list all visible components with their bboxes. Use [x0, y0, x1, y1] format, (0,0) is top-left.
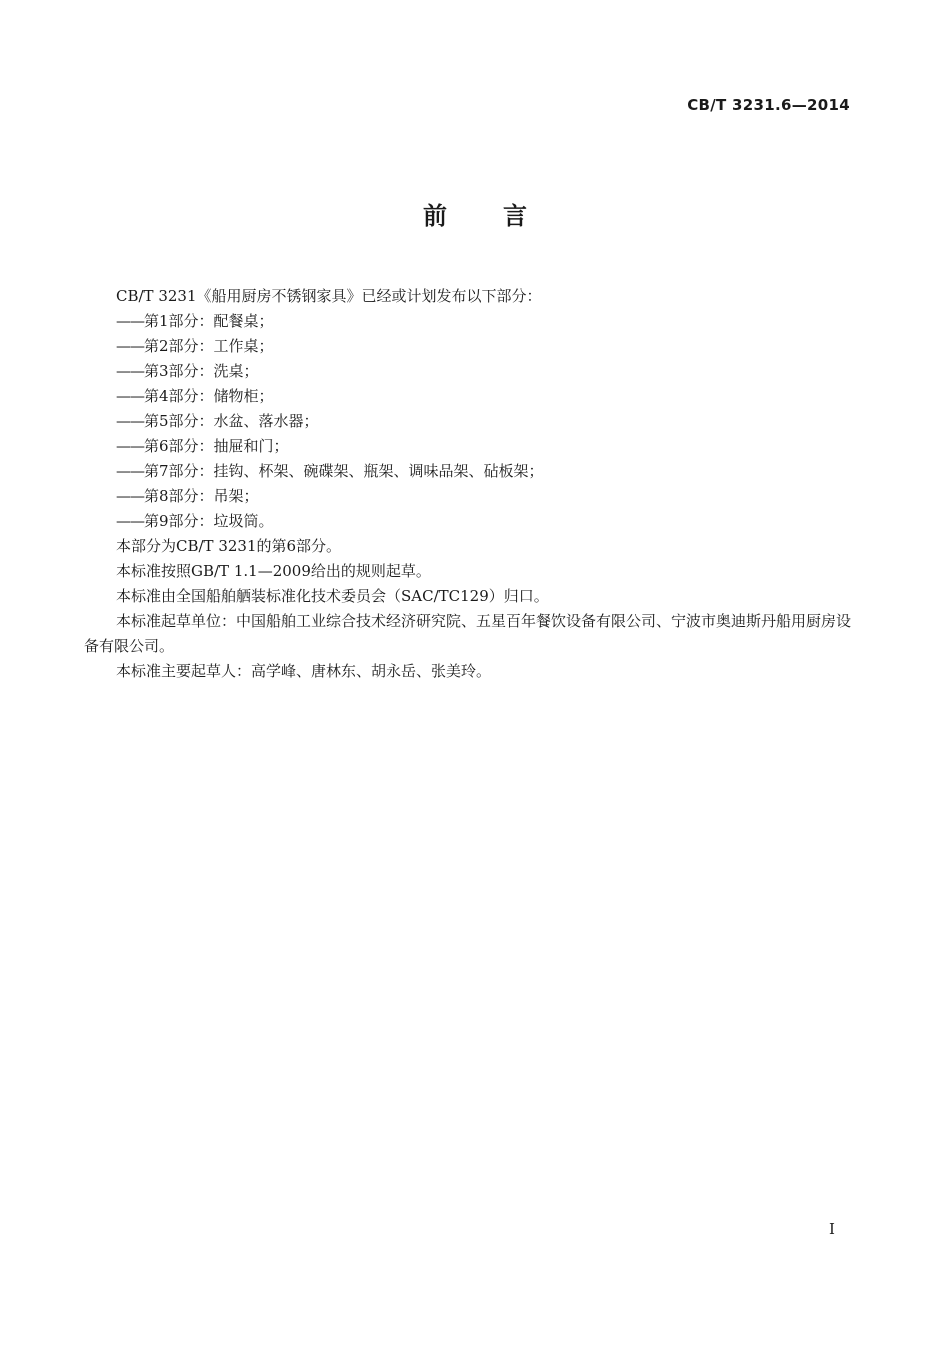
list-item	[84, 509, 854, 534]
list-dash: ——	[116, 412, 144, 430]
part-statement: 本部分为CB/T 3231的第6部分。	[116, 537, 342, 555]
drafting-units-statement: 本标准起草单位：中国船舶工业综合技术经济研究院、五星百年餐饮设备有限公司、宁波市奥迪斯丹船用厨房设备有限公司。	[84, 612, 852, 655]
drafters-statement: 本标准主要起草人：高学峰、唐林东、胡永岳、张美玲。	[116, 662, 492, 680]
foreword-body	[84, 284, 854, 684]
title-char-1: 前	[423, 202, 447, 230]
list-item-label: 第4部分：储物柜；	[144, 387, 274, 405]
list-dash: ——	[116, 487, 144, 505]
list-item	[84, 309, 854, 334]
standard-code: CB/T 3231.6—2014	[687, 96, 850, 114]
list-item-label: 第5部分：水盆、落水器；	[144, 412, 319, 430]
list-item	[84, 484, 854, 509]
list-item-label: 第3部分：洗桌；	[144, 362, 259, 380]
list-item	[84, 409, 854, 434]
list-item-label: 第2部分：工作桌；	[144, 337, 274, 355]
list-item-label: 第8部分：吊架；	[144, 487, 259, 505]
list-item-label: 第6部分：抽屉和门；	[144, 437, 289, 455]
page-title	[0, 196, 950, 231]
title-char-2: 言	[503, 202, 527, 230]
list-item-label: 第9部分：垃圾筒。	[144, 512, 274, 530]
list-item	[84, 434, 854, 459]
list-item	[84, 459, 854, 484]
list-dash: ——	[116, 312, 144, 330]
list-item	[84, 359, 854, 384]
list-dash: ——	[116, 337, 144, 355]
list-dash: ——	[116, 362, 144, 380]
parts-list	[84, 309, 854, 534]
list-dash: ——	[116, 512, 144, 530]
list-item	[84, 384, 854, 409]
list-dash: ——	[116, 437, 144, 455]
drafting-rules-statement: 本标准按照GB/T 1.1—2009给出的规则起草。	[116, 562, 431, 580]
list-item-label: 第1部分：配餐桌；	[144, 312, 274, 330]
list-item-label: 第7部分：挂钩、杯架、碗碟架、瓶架、调味品架、砧板架；	[144, 462, 544, 480]
list-item	[84, 334, 854, 359]
list-dash: ——	[116, 462, 144, 480]
page-number: I	[829, 1220, 835, 1238]
list-dash: ——	[116, 387, 144, 405]
intro-paragraph: CB/T 3231《船用厨房不锈钢家具》已经或计划发布以下部分：	[116, 287, 542, 305]
committee-statement: 本标准由全国船舶舾装标准化技术委员会（SAC/TC129）归口。	[116, 587, 549, 605]
